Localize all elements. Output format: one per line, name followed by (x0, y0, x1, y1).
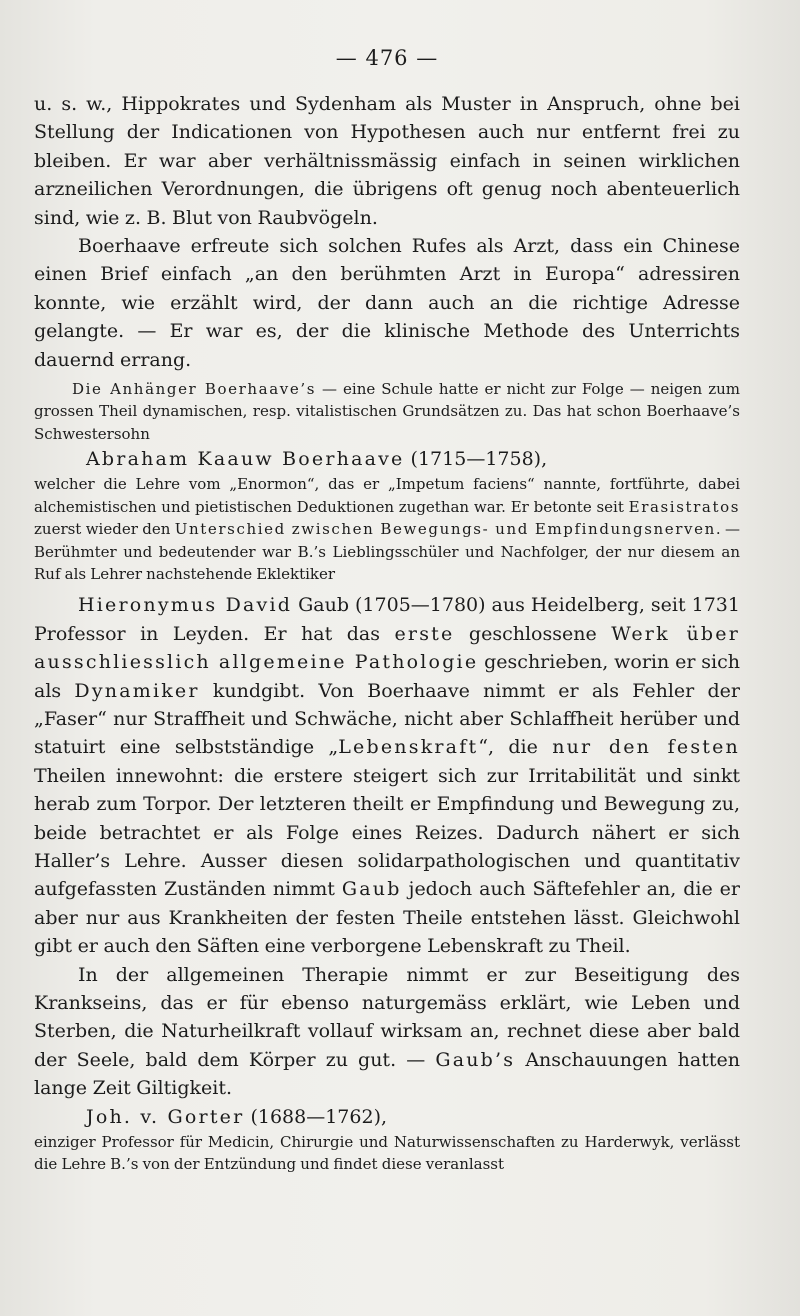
emphasis-erasistratos: Erasistratos (628, 497, 740, 516)
emphasis-nerve-distinction: Unterschied zwischen Bewegungs- und Empfindungsnerven (174, 520, 716, 539)
followers-lead: Die Anhänger Boerhaave’s (72, 380, 316, 399)
paragraph-gaub: Hieronymus David Gaub (1705—1780) aus Heidelberg, seit 1731 Professor in Leyden. Er hat das erste geschlossene Werk über ausschliesslich allgemeine Pathologie geschrieben, worin er sich als Dynamiker kundgibt. Von Boerhaave nimmt er als Fehler der „Faser“ nur Straffheit und Schwäche, nicht aber Schlaffheit herüber und statuirt eine selbstständige „Lebenskraft“, die nur den festen Theilen innewohnt: die erstere steigert sich zur Irritabilität und sinkt herab zum Torpor. Der letzteren theilt er Empfindung und Bewegung zu, beide betrachtet er als Folge eines Reizes. Dadurch nähert er sich Haller’s Lehre. Ausser diesen solidarpathologischen und quantitativ aufgefassten Zuständen nimmt Gaub jedoch auch Säftefehler an, die er aber nur aus Krankheiten der festen Theile entstehen lässt. Gleichwohl gibt er auch den Säften eine verborgene Lebenskraft zu Theil. (34, 594, 741, 958)
followers-text: — eine Schule hatte er nicht zur Folge — neigen zum grossen Theil dynamischen, resp. vitalistischen Grundsätzen zu. Das hat schon Boerhaave’s Schwestersohn (34, 380, 740, 443)
page-number: — 476 — (335, 46, 439, 70)
paragraph-hippokrates: u. s. w., Hippokrates und Sydenham als Muster in Anspruch, ohne bei Stellung der Indicationen von Hypothesen auch nur entfernt frei zu bleiben. Er war aber verhältnissmässig einfach in seinen wirklichen arzneilichen Verordnungen, die übrigens oft genug noch abenteuerlich sind, wie z. B. Blut von Raubvögeln. (34, 93, 740, 229)
paragraph-gorter: einziger Professor für Medicin, Chirurgie und Naturwissenschaften zu Harderwyk, verlässt die Lehre B.’s von der Entzündung und findet diese veranlasst (34, 1132, 740, 1174)
gorter-name: Joh. v. Gorter (86, 1105, 245, 1128)
heading-name: Abraham Kaauw Boerhaave (86, 448, 405, 471)
paragraph-therapy: In der allgemeinen Therapie nimmt er zur Beseitigung des Krankseins, das er für ebenso naturgemäss erklärt, wie Leben und Sterben, die Naturheilkraft vollauf wirksam an, rechnet diese aber bald der Seele, bald dem Körper zu gut. — Gaub’s Anschauungen hatten lange Zeit Giltigkeit. (34, 963, 740, 1100)
heading-gorter (34, 1103, 740, 1131)
paragraph-followers (34, 378, 740, 445)
gaub-name: Hieronymus David (78, 594, 293, 617)
heading-abraham-kaauw-boerhaave (34, 445, 740, 473)
heading-dates: (1715—1758), (404, 448, 548, 471)
gorter-dates: (1688—1762), (244, 1105, 388, 1128)
paragraph-kaauw-boerhaave: welcher die Lehre vom „Enormon“, das er „Impetum faciens“ nannte, fortführte, dabei alchemistischen und pietistischen Deduktionen zugethan war. Er betonte seit Erasistratos zuerst wieder den Unterschied zwischen Bewegungs- und Empfindungsnerven. — Berühmter und bedeutender war B.’s Lieblingsschüler und Nachfolger, der nur diesem an Ruf als Lehrer nachstehende Eklektiker (34, 475, 740, 583)
paragraph-boerhaave-fame: Boerhaave erfreute sich solchen Rufes als Arzt, dass ein Chinese einen Brief einfach „an den berühmten Arzt in Europa“ adressiren konnte, wie erzählt wird, der dann auch an die richtige Adresse gelangte. — Er war es, der die klinische Methode des Unterrichts dauernd errang. (34, 235, 740, 371)
emphasis-pathology-work: Werk über ausschliesslich allgemeine Pathologie (34, 622, 741, 674)
